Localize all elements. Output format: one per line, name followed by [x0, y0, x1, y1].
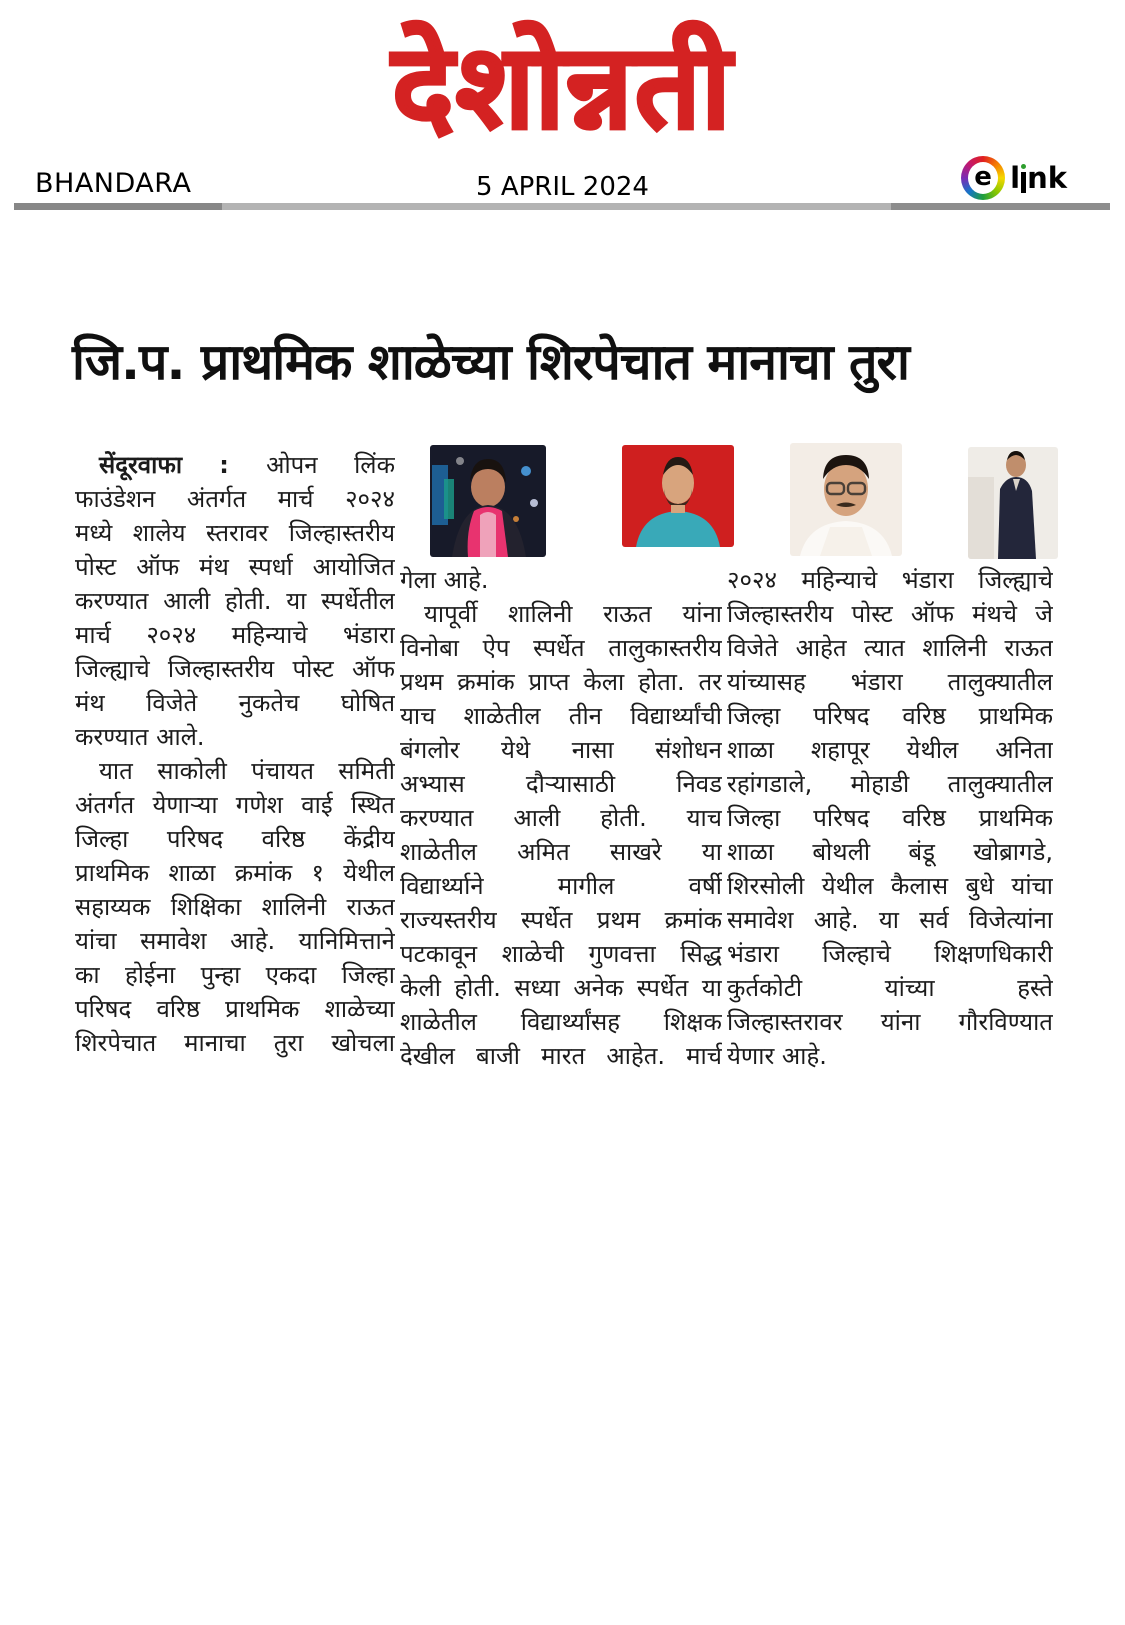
article-text-line: केली होती. सध्या अनेक स्पर्धेत या	[400, 974, 722, 1002]
article-text-line: सेंदूरवाफा : ओपन लिंक	[75, 451, 395, 479]
article-text-line: जिल्ह्याचे जिल्हास्तरीय पोस्ट ऑफ	[75, 655, 395, 683]
article-text-line: राज्यस्तरीय स्पर्धेत प्रथम क्रमांक	[400, 906, 722, 934]
article-text-line: यांच्यासह भंडारा तालुक्यातील	[727, 668, 1053, 696]
article-text-line: करण्यात आले.	[75, 723, 205, 751]
article-text-line: शाळा शहापूर येथील अनिता	[727, 736, 1053, 764]
article-column-1	[75, 448, 395, 1060]
issue-date: 5 APRIL 2024	[476, 172, 649, 202]
photo-man-glasses-mustache	[790, 443, 902, 556]
article-text-line: यांचा समावेश आहे. यानिमित्ताने	[75, 927, 395, 955]
elink-logo	[961, 156, 1067, 200]
article-column-3	[727, 563, 1053, 1073]
elink-wordmark: l nk	[1010, 160, 1067, 195]
article-text-line: विद्यार्थ्याने मागील वर्षी	[400, 872, 722, 900]
article-text-line: जिल्हास्तरावर यांना गौरविण्यात	[727, 1008, 1053, 1036]
article-text-line: यापूर्वी शालिनी राऊत यांना	[400, 600, 722, 628]
article-text-line: यात साकोली पंचायत समिती	[75, 757, 395, 785]
article-text-line: करण्यात आली होती. या स्पर्धेतील	[75, 587, 395, 615]
article-headline: जि.प. प्राथमिक शाळेच्या शिरपेचात मानाचा तुरा	[72, 333, 909, 391]
article-text-line: विजेते आहेत त्यात शालिनी राऊत	[727, 634, 1053, 662]
article-text-line: अंतर्गत येणाऱ्या गणेश वाई स्थित	[75, 791, 395, 819]
article-text-line: जिल्हा परिषद वरिष्ठ केंद्रीय	[75, 825, 395, 853]
article-text-line: प्रथम क्रमांक प्राप्त केला होता. तर	[400, 668, 722, 696]
article-text-line: बंगलोर येथे नासा संशोधन	[400, 736, 722, 764]
photo-illustration	[968, 447, 1058, 559]
article-text-line: मध्ये शालेय स्तरावर जिल्हास्तरीय	[75, 519, 395, 547]
photo-illustration	[430, 445, 546, 557]
article-text-line: करण्यात आली होती. याच	[400, 804, 722, 832]
article-text-line: मंथ विजेते नुकतेच घोषित	[75, 689, 395, 717]
article-text-line: जिल्हास्तरीय पोस्ट ऑफ मंथचे जे	[727, 600, 1053, 628]
article-column-2	[400, 563, 722, 1073]
article-text-line: देखील बाजी मारत आहेत. मार्च	[400, 1042, 722, 1070]
article-text-line: समावेश आहे. या सर्व विजेत्यांना	[727, 906, 1053, 934]
article-text-line: जिल्हा परिषद वरिष्ठ प्राथमिक	[727, 804, 1053, 832]
article-text-line: येणार आहे.	[727, 1042, 827, 1070]
article-text-line: जिल्हा परिषद वरिष्ठ प्राथमिक	[727, 702, 1053, 730]
article-text-line: कुर्तकोटी यांच्या हस्ते	[727, 974, 1053, 1002]
article-text-line: याच शाळेतील तीन विद्यार्थ्यांची	[400, 702, 722, 730]
photo-man-teal-shirt	[622, 445, 734, 547]
photo-woman-pink-saree	[430, 445, 546, 557]
article-text-line: रहांगडाले, मोहाडी तालुक्यातील	[727, 770, 1053, 798]
article-text-line: अभ्यास दौऱ्यासाठी निवड	[400, 770, 722, 798]
article-text-line: पटकावून शाळेची गुणवत्ता सिद्ध	[400, 940, 722, 968]
article-text-line: भंडारा जिल्हाचे शिक्षणधिकारी	[727, 940, 1053, 968]
article-text-line: शाळा बोथली बंडू खोब्रागडे,	[727, 838, 1053, 866]
article-text-line: परिषद वरिष्ठ प्राथमिक शाळेच्या	[75, 995, 395, 1023]
article-text-line: गेला आहे.	[400, 566, 489, 594]
article-text-line: शिरसोली येथील कैलास बुधे यांचा	[727, 872, 1053, 900]
newspaper-logo: देशोन्नती	[392, 20, 733, 155]
article-text-line: २०२४ महिन्याचे भंडारा जिल्ह्याचे	[727, 566, 1053, 594]
elink-i-green-dot-icon	[1020, 164, 1027, 193]
edition-label: BHANDARA	[35, 168, 192, 199]
article-text-line: फाउंडेशन अंतर्गत मार्च २०२४	[75, 485, 395, 513]
article-text-line: मार्च २०२४ महिन्याचे भंडारा	[75, 621, 395, 649]
article-text-line: शाळेतील विद्यार्थ्यांसह शिक्षक	[400, 1008, 722, 1036]
article-text-line: प्राथमिक शाळा क्रमांक १ येथील	[75, 859, 395, 887]
article-text-line: का होईना पुन्हा एकदा जिल्हा	[75, 961, 395, 989]
elink-color-ring-icon	[961, 156, 1005, 200]
photo-illustration	[622, 445, 734, 547]
elink-e-letter: e	[968, 162, 998, 194]
article-text-line: शाळेतील अमित साखरे या	[400, 838, 722, 866]
article-text-line: पोस्ट ऑफ मंथ स्पर्धा आयोजित	[75, 553, 395, 581]
photo-man-dark-suit	[968, 447, 1058, 559]
article-text-line: सहाय्यक शिक्षिका शालिनी राऊत	[75, 893, 395, 921]
masthead-divider-rule	[14, 203, 1110, 210]
article-text-line: शिरपेचात मानाचा तुरा खोचला	[75, 1029, 395, 1057]
article-text-line: विनोबा ऐप स्पर्धेत तालुकास्तरीय	[400, 634, 722, 662]
photo-illustration	[790, 443, 902, 556]
